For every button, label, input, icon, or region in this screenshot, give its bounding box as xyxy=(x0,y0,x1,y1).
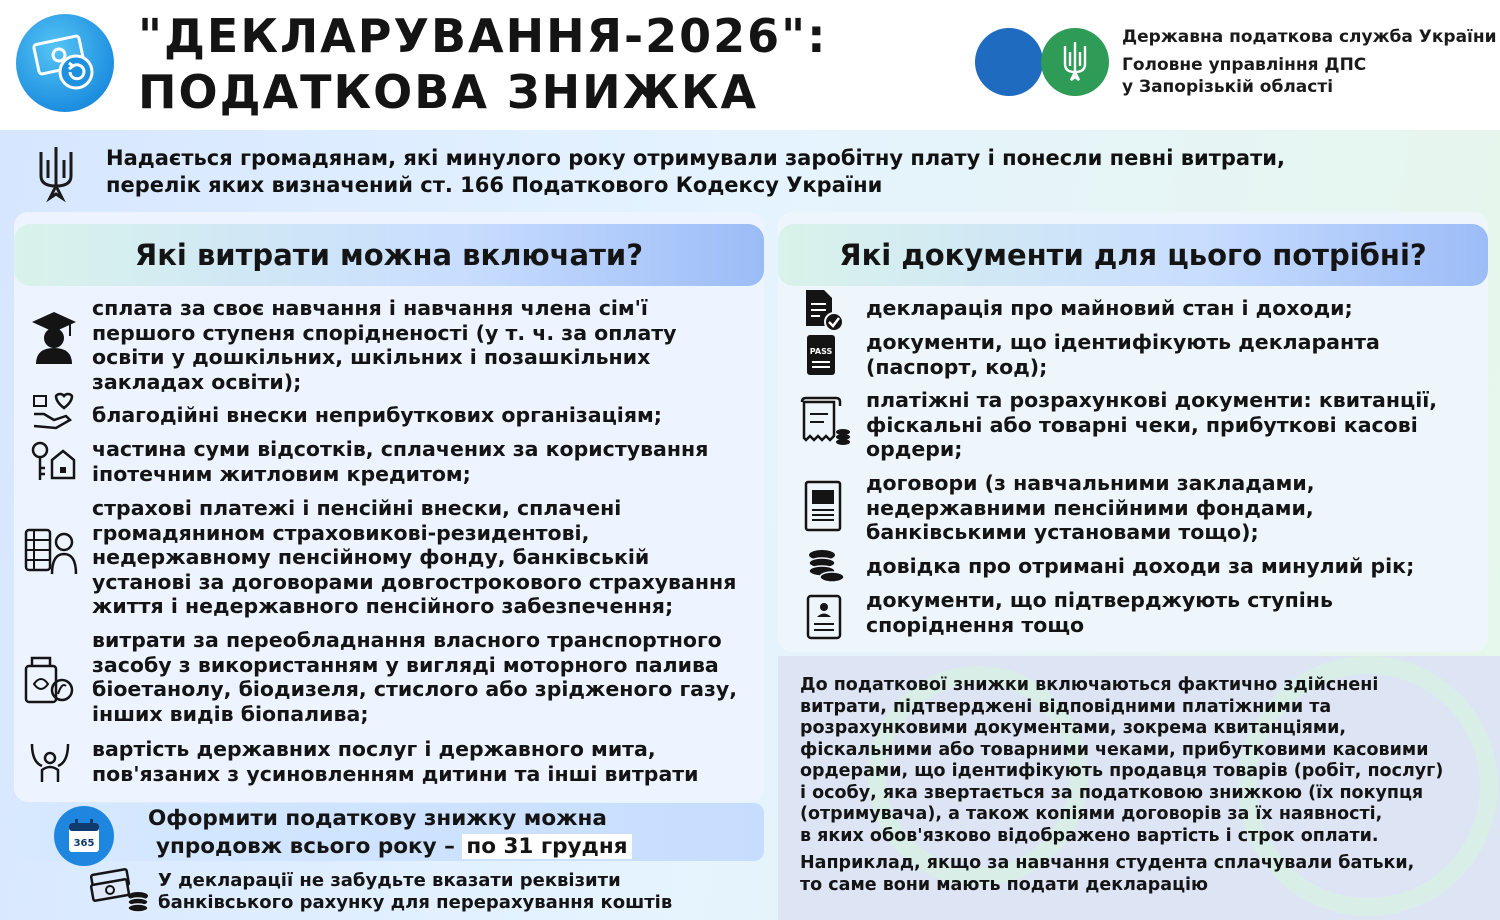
calendar-365-icon xyxy=(68,819,100,853)
tax-refund-logo xyxy=(16,14,114,112)
expense-item-education: сплата за своє навчання і навчання члена сім'ї першого ступеня спорідненості (у т. ч. за оплату освіти у дошкільних, шкільних і позашкільних закладах освіти); xyxy=(92,296,677,394)
expenses-heading: Які витрати можна включати? xyxy=(14,224,764,286)
receipt-icon xyxy=(800,396,852,446)
svg-text:PASS: PASS xyxy=(809,347,833,356)
house-key-icon xyxy=(30,440,76,484)
page-title: "ДЕКЛАРУВАННЯ-2026": ПОДАТКОВА ЗНИЖКА xyxy=(138,9,828,119)
deadline-text: Оформити податкову знижку можна упродовж всього року – по 31 грудня xyxy=(148,805,632,861)
pension-icon xyxy=(24,524,80,576)
calendar-badge xyxy=(54,806,114,866)
dps-logo xyxy=(975,28,1109,96)
contract-icon xyxy=(804,480,842,532)
document-item-kinship: документи, що підтверджують ступінь споріднення тощо xyxy=(866,588,1333,637)
deadline-date: по 31 грудня xyxy=(462,834,631,859)
charity-hand-icon xyxy=(30,390,74,432)
biofuel-icon xyxy=(24,654,74,706)
document-item-contracts: договори (з навчальними закладами, недержавними пенсійними фондами, банківськими установами тощо); xyxy=(866,471,1315,544)
info-paragraph: До податкової знижки включаються фактично здійснені витрати, підтверджені відповідними платіжними та розрахунковими документами, зокрема квитанціями, фіскальними або товарними чеками, прибутковими касовими ордерами, що ідентифікують продавця товарів (робіт, послуг) і особу, яка звертається за податковою знижкою (їх покупця (отримувача), а також копіями договорів за їх наявності, в яких обов'язково відображено вартість і строк оплати. xyxy=(800,675,1444,846)
document-item-payment: платіжні та розрахункові документи: квитанції, фіскальні або товарні чеки, прибуткові касові ордери; xyxy=(866,388,1438,461)
adoption-icon xyxy=(28,740,72,784)
bank-details-note: У декларації не забудьте вказати реквізити банківського рахунку для перерахування коштів xyxy=(158,870,673,913)
header xyxy=(0,0,1500,130)
organization-name: Державна податкова служба України Головне управління ДПС у Запорізькій області xyxy=(1122,27,1497,97)
document-item-income-certificate: довідка про отримані доходи за минулий рік; xyxy=(866,554,1415,578)
expense-item-insurance-pension: страхові платежі і пенсійні внески, сплачені громадянином страховикові-резидентові, недержавному пенсійному фонду, банківській установі за договорами довгострокового страхування життя і недержавного пенсійного забезпечення; xyxy=(92,496,737,618)
dps-green-circle xyxy=(1041,28,1109,96)
passport-icon xyxy=(806,334,836,376)
info-example: Наприклад, якщо за навчання студента сплачували батьки, то саме вони мають подати декларацію xyxy=(800,853,1415,895)
graduate-icon xyxy=(30,310,78,364)
expense-item-biofuel: витрати за переобладнання власного транспортного засобу з використанням у вигляді моторного палива біоетанолу, біодизеля, стислого або зрідженого газу, інших видів біопалива; xyxy=(92,628,738,726)
money-refund-icon xyxy=(30,34,100,94)
money-stack-icon xyxy=(90,866,150,914)
document-check-icon xyxy=(804,288,844,332)
dps-blue-circle xyxy=(975,28,1043,96)
ukraine-trident-icon xyxy=(36,144,76,202)
expense-item-adoption: вартість державних послуг і державного мита, пов'язаних з усиновленням дитини та інші витрати xyxy=(92,737,699,786)
document-item-declaration: декларація про майновий стан і доходи; xyxy=(866,296,1353,320)
intro-text: Надається громадянам, які минулого року отримували заробітну плату і понесли певні витрати, перелік яких визначений ст. 166 Податкового Кодексу України xyxy=(106,146,1285,197)
documents-heading: Які документи для цього потрібні? xyxy=(778,224,1488,286)
svg-text:365: 365 xyxy=(73,838,95,849)
expense-item-mortgage: частина суми відсотків, сплачених за користування іпотечним житловим кредитом; xyxy=(92,437,709,486)
coins-icon xyxy=(806,548,846,586)
trident-icon xyxy=(1062,40,1088,84)
expense-item-charity: благодійні внески неприбуткових організаціям; xyxy=(92,403,662,427)
document-item-identity: документи, що ідентифікують декларанта (паспорт, код); xyxy=(866,330,1380,379)
id-document-icon xyxy=(806,594,842,640)
